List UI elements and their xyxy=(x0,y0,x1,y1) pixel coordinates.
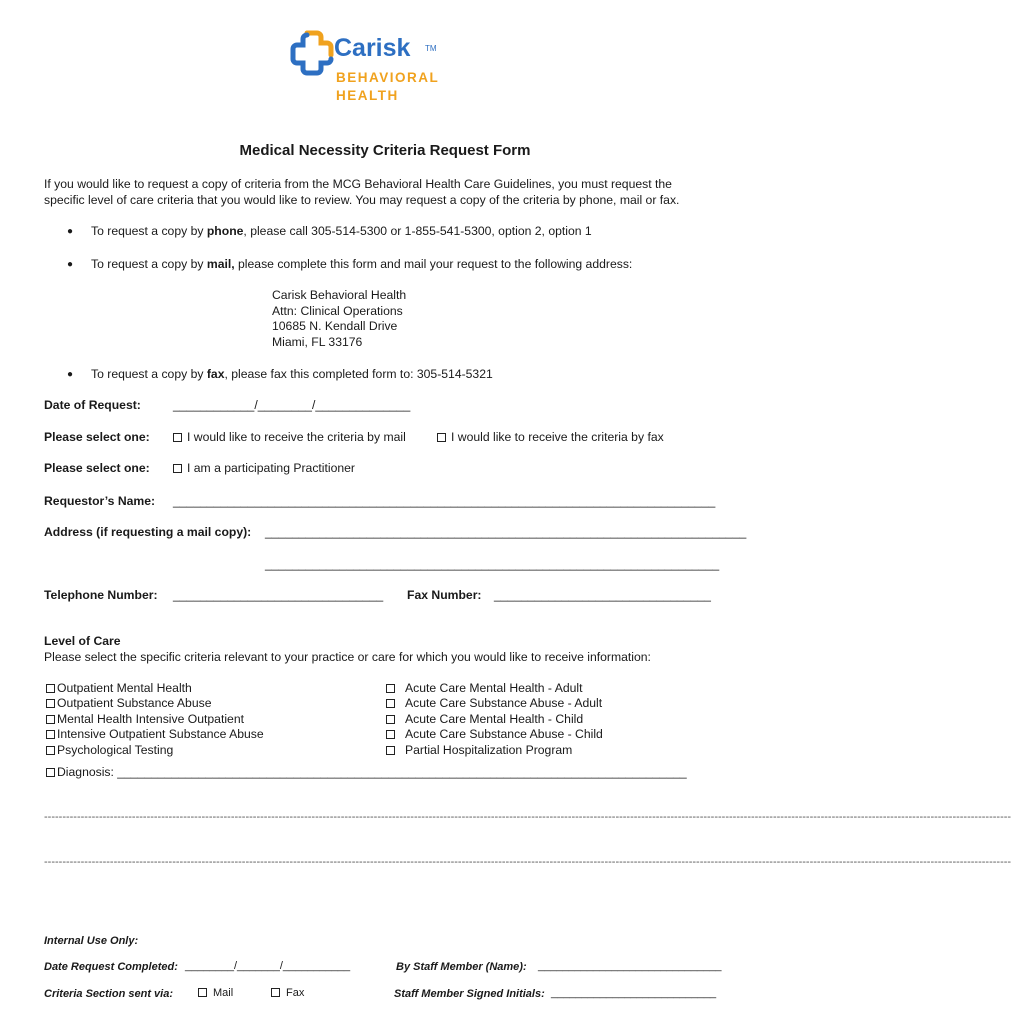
address-line-4: Miami, FL 33176 xyxy=(272,335,363,349)
intro-line-1: If you would like to request a copy of criteria from the MCG Behavioral Health Care Guidelines, you must request the xyxy=(44,177,672,191)
loc-option-label: Mental Health Intensive Outpatient xyxy=(57,712,244,726)
loc-checkbox[interactable] xyxy=(386,684,395,693)
staff-member-label: By Staff Member (Name): xyxy=(396,961,527,973)
loc-checkbox[interactable] xyxy=(46,684,55,693)
date-completed-label: Date Request Completed: xyxy=(44,961,178,973)
option-mail[interactable] xyxy=(173,430,406,444)
option-practitioner[interactable] xyxy=(173,461,355,475)
loc-checkbox[interactable] xyxy=(46,715,55,724)
internal-use-heading: Internal Use Only: xyxy=(44,935,139,947)
phone-instruction xyxy=(91,224,592,238)
divider: ------------------------------------------------------------------------------------------------------------------------------------------------------------------------------------------------------------------------------------------------------------------------ xyxy=(44,811,1011,823)
mail-checkbox[interactable] xyxy=(173,433,182,442)
intro-line-2: specific level of care criteria that you would like to review. You may request a copy of the criteria by phone, mail or fax. xyxy=(44,193,680,207)
logo-tm: TM xyxy=(425,44,437,53)
practitioner-checkbox[interactable] xyxy=(173,464,182,473)
initials-field[interactable]: ___________________________ xyxy=(551,987,717,999)
level-of-care-instruction: Please select the specific criteria relevant to your practice or care for which you would like to receive information: xyxy=(44,650,651,664)
fax-number-label: Fax Number: xyxy=(407,588,482,602)
loc-option[interactable] xyxy=(46,712,244,726)
loc-checkbox[interactable] xyxy=(386,699,395,708)
telephone-field[interactable]: _______________________________ xyxy=(173,588,384,602)
address-line-1: Carisk Behavioral Health xyxy=(272,288,407,302)
loc-option[interactable] xyxy=(46,743,173,757)
loc-checkbox[interactable] xyxy=(46,746,55,755)
loc-option[interactable] xyxy=(46,696,212,710)
phone-pre: To request a copy by xyxy=(91,224,207,238)
staff-member-field[interactable]: ______________________________ xyxy=(538,960,722,972)
phone-bold: phone xyxy=(206,224,244,238)
loc-option[interactable] xyxy=(386,743,572,757)
loc-option-label: Acute Care Substance Abuse - Child xyxy=(405,727,603,741)
address-label: Address (if requesting a mail copy): xyxy=(44,525,252,539)
fax-number-field[interactable]: ________________________________ xyxy=(494,588,711,602)
logo-line1: BEHAVIORAL xyxy=(336,70,440,85)
mail-instruction xyxy=(91,257,632,271)
divider: ------------------------------------------------------------------------------------------------------------------------------------------------------------------------------------------------------------------------------------------------------------------------ xyxy=(44,856,1011,868)
fax-checkbox[interactable] xyxy=(437,433,446,442)
phone-post: , please call 305-514-5300 or 1-855-541-5300, option 2, option 1 xyxy=(243,224,592,238)
fax-instruction xyxy=(91,367,493,381)
loc-option[interactable] xyxy=(386,712,583,726)
initials-label: Staff Member Signed Initials: xyxy=(394,988,545,1000)
option-fax[interactable] xyxy=(437,430,664,444)
loc-option-label: Partial Hospitalization Program xyxy=(405,743,573,757)
sent-mail-label: Mail xyxy=(213,987,234,999)
loc-option-label: Psychological Testing xyxy=(57,743,174,757)
loc-checkbox[interactable] xyxy=(46,730,55,739)
option-practitioner-label: I am a participating Practitioner xyxy=(187,461,355,475)
fax-bold: fax xyxy=(206,367,225,381)
fax-post: , please fax this completed form to: 305-514-5321 xyxy=(224,367,493,381)
loc-option-label: Acute Care Mental Health - Child xyxy=(405,712,584,726)
sent-fax-checkbox[interactable] xyxy=(271,988,280,997)
loc-option[interactable] xyxy=(386,727,603,741)
address-field-2[interactable]: ___________________________________________________________________ xyxy=(265,557,720,571)
option-mail-label: I would like to receive the criteria by mail xyxy=(187,430,406,444)
address-field[interactable]: _______________________________________________________________________ xyxy=(265,525,747,539)
level-of-care-heading: Level of Care xyxy=(44,634,121,648)
loc-option[interactable] xyxy=(386,696,602,710)
mail-bold: mail, xyxy=(206,257,235,271)
loc-option-label: Acute Care Substance Abuse - Adult xyxy=(405,696,603,710)
loc-option[interactable] xyxy=(386,681,583,695)
loc-option-label: Outpatient Mental Health xyxy=(57,681,192,695)
loc-checkbox[interactable] xyxy=(386,746,395,755)
diagnosis-label: Diagnosis: xyxy=(57,765,114,779)
diagnosis-option[interactable] xyxy=(46,765,720,779)
telephone-label: Telephone Number: xyxy=(44,588,158,602)
date-completed-field[interactable]: ________/_______/___________ xyxy=(185,960,351,972)
loc-option-label: Acute Care Mental Health - Adult xyxy=(405,681,583,695)
date-of-request-field[interactable]: ____________/________/______________ xyxy=(173,398,411,412)
loc-checkbox[interactable] xyxy=(386,730,395,739)
sent-mail-checkbox[interactable] xyxy=(198,988,207,997)
loc-option[interactable] xyxy=(46,681,192,695)
requestor-name-field[interactable]: ________________________________________________________________________________ xyxy=(173,494,716,508)
sent-via-mail[interactable] xyxy=(198,987,233,999)
mail-post: please complete this form and mail your request to the following address: xyxy=(234,257,633,271)
address-line-2: Attn: Clinical Operations xyxy=(272,304,403,318)
bullet-icon: ● xyxy=(67,369,74,380)
logo-line2: HEALTH xyxy=(336,88,399,103)
mail-pre: To request a copy by xyxy=(91,257,207,271)
loc-option-label: Outpatient Substance Abuse xyxy=(57,696,212,710)
address-line-3: 10685 N. Kendall Drive xyxy=(272,319,398,333)
loc-checkbox[interactable] xyxy=(46,699,55,708)
loc-option-label: Intensive Outpatient Substance Abuse xyxy=(57,727,264,741)
select-one-label: Please select one: xyxy=(44,430,150,444)
date-of-request-label: Date of Request: xyxy=(44,398,141,412)
sent-fax-label: Fax xyxy=(286,987,305,999)
bullet-icon: ● xyxy=(67,259,74,270)
sent-via-fax[interactable] xyxy=(271,987,304,999)
loc-checkbox[interactable] xyxy=(386,715,395,724)
diagnosis-checkbox[interactable] xyxy=(46,768,55,777)
option-fax-label: I would like to receive the criteria by fax xyxy=(451,430,664,444)
sent-via-label: Criteria Section sent via: xyxy=(44,988,173,1000)
page-title: Medical Necessity Criteria Request Form xyxy=(239,142,531,159)
select-one-label-2: Please select one: xyxy=(44,461,150,475)
bullet-icon: ● xyxy=(67,226,74,237)
fax-pre: To request a copy by xyxy=(91,367,207,381)
diagnosis-field[interactable]: ____________________________________________________________________________________ xyxy=(117,765,687,779)
carisk-logo-icon xyxy=(288,25,338,75)
loc-option[interactable] xyxy=(46,727,264,741)
requestor-name-label: Requestor’s Name: xyxy=(44,494,156,508)
logo-name: Carisk xyxy=(334,34,411,62)
